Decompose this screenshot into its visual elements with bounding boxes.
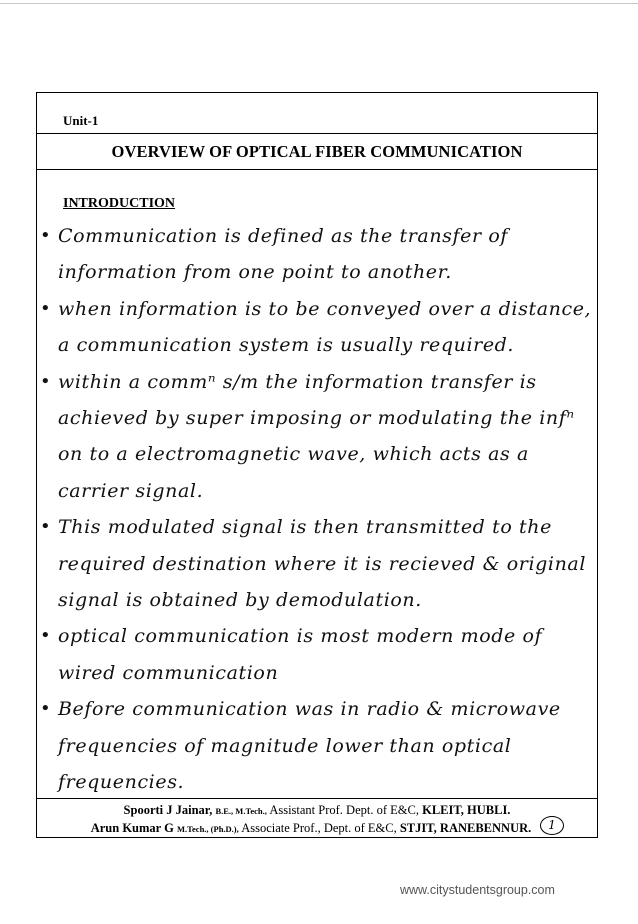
note-item — [40, 691, 592, 800]
note-item — [40, 291, 592, 364]
author-name: Spoorti J Jainar, — [123, 803, 213, 817]
note-text: Before communication was in radio & microwave frequencies of magnitude lower than optical frequencies. — [58, 698, 561, 794]
author-role: Assistant Prof. Dept. of E&C, — [269, 803, 419, 817]
chapter-title: OVERVIEW OF OPTICAL FIBER COMMUNICATION — [111, 142, 523, 161]
top-edge-rule — [0, 3, 638, 4]
bullet: • — [40, 625, 52, 647]
author-org: STJIT, RANEBENNUR. — [399, 821, 532, 835]
note-item — [40, 364, 592, 510]
author-line-1 — [36, 803, 598, 818]
author-name: Arun Kumar G — [90, 821, 174, 835]
note-item — [40, 509, 592, 618]
note-text: optical communication is most modern mode of wired communication — [58, 625, 543, 684]
bullet: • — [40, 516, 52, 538]
note-text: Communication is defined as the transfer of information from one point to another. — [58, 225, 508, 284]
title-bottom-divider — [36, 169, 598, 170]
bullet: • — [40, 370, 52, 392]
handwritten-notes — [40, 218, 592, 801]
unit-label: Unit-1 — [63, 113, 99, 128]
bullet: • — [40, 297, 52, 319]
footer-divider — [36, 798, 598, 799]
note-item — [40, 218, 592, 291]
section-heading: INTRODUCTION — [63, 196, 176, 211]
author-org: KLEIT, HUBLI. — [422, 803, 511, 817]
author-line-2 — [30, 821, 592, 836]
author-degree: B.E., M.Tech., — [215, 806, 267, 816]
title-top-divider — [36, 133, 598, 134]
note-text: when information is to be conveyed over a distance, a communication system is usually required. — [58, 297, 592, 357]
author-degree: M.Tech., (Ph.D.), — [176, 824, 239, 834]
author-role: Associate Prof., Dept. of E&C, — [241, 821, 397, 835]
note-text: This modulated signal is then transmitted to the required destination where it is recieved & original signal is obtained by demodulation. — [58, 516, 587, 612]
note-item — [40, 618, 592, 691]
note-text: within a commⁿ s/m the information transfer is achieved by super imposing or modulating the infⁿ on to a electromagnetic wave, which acts as a carrier signal. — [58, 370, 575, 502]
watermark-url: www.citystudentsgroup.com — [400, 883, 555, 897]
bullet: • — [40, 698, 52, 720]
page-number: 1 — [540, 816, 564, 835]
bullet: • — [40, 225, 52, 246]
